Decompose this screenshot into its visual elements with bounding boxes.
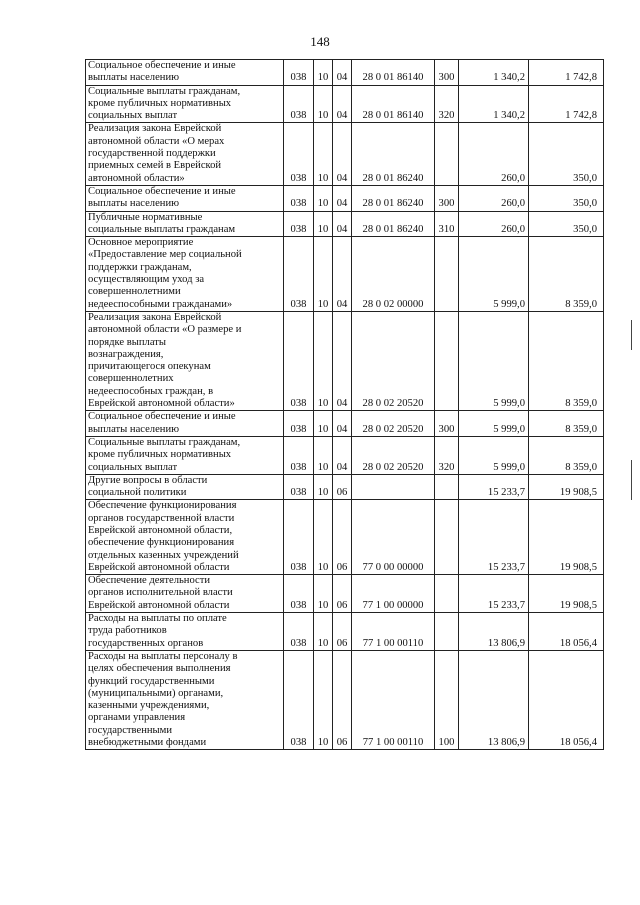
row-value-1: 260,0: [459, 211, 529, 237]
row-rz: 10: [314, 185, 333, 211]
budget-table: [85, 59, 604, 750]
row-rz: 10: [314, 60, 333, 86]
row-name-line: Реализация закона Еврейской: [88, 311, 222, 323]
table-row: [86, 436, 604, 474]
row-gr: 038: [284, 85, 314, 123]
row-value-2: 350,0: [529, 185, 604, 211]
row-name-line: Обеспечение функционирования: [88, 500, 237, 512]
row-name: [86, 436, 284, 474]
table-row: [86, 123, 604, 185]
row-pr: 06: [333, 613, 352, 651]
row-rz: 10: [314, 500, 333, 575]
row-name: [86, 85, 284, 123]
row-value-1: 15 233,7: [459, 500, 529, 575]
row-csr: 77 1 00 00110: [352, 650, 435, 749]
row-rz: 10: [314, 311, 333, 410]
row-pr: 04: [333, 237, 352, 312]
row-vr: 300: [435, 411, 459, 437]
row-value-1: 13 806,9: [459, 650, 529, 749]
row-name-line: внебюджетными фондами: [88, 737, 207, 749]
row-value-1: 1 340,2: [459, 85, 529, 123]
row-csr: 28 0 01 86240: [352, 211, 435, 237]
row-name-line: автономной области «О размере и: [88, 324, 242, 336]
row-vr: [435, 575, 459, 613]
row-name-line: Основное мероприятие: [88, 237, 194, 249]
row-pr: 04: [333, 123, 352, 185]
row-name-line: органов государственной власти: [88, 512, 235, 524]
row-vr: 300: [435, 185, 459, 211]
row-pr: 04: [333, 411, 352, 437]
row-name-line: выплаты населению: [88, 423, 180, 435]
row-value-2: 350,0: [529, 211, 604, 237]
page-number: 148: [310, 34, 330, 49]
row-csr: [352, 474, 435, 500]
row-vr: [435, 311, 459, 410]
table-row: [86, 500, 604, 575]
row-name-line: Обеспечение деятельности: [88, 575, 211, 587]
row-name-line: недееспособными гражданами»: [88, 298, 233, 310]
row-name: [86, 650, 284, 749]
row-vr: 300: [435, 60, 459, 86]
row-rz: 10: [314, 411, 333, 437]
row-value-2: 19 908,5: [529, 500, 604, 575]
row-csr: 28 0 01 86240: [352, 123, 435, 185]
row-csr: 28 0 02 20520: [352, 436, 435, 474]
row-vr: 310: [435, 211, 459, 237]
row-name-line: (муниципальными) органами,: [88, 687, 224, 699]
row-value-2: 1 742,8: [529, 85, 604, 123]
row-name-line: причитающегося опекунам: [88, 361, 211, 373]
row-value-2: 350,0: [529, 123, 604, 185]
row-gr: 038: [284, 650, 314, 749]
table-row: [86, 237, 604, 312]
row-name-line: казенными учреждениями,: [88, 700, 210, 712]
row-value-2: 8 359,0: [529, 311, 604, 410]
row-gr: 038: [284, 436, 314, 474]
row-csr: 28 0 02 20520: [352, 411, 435, 437]
row-gr: 038: [284, 613, 314, 651]
row-name-line: Другие вопросы в области: [88, 474, 208, 486]
row-rz: 10: [314, 123, 333, 185]
margin-mark: [631, 320, 632, 350]
row-name-line: целях обеспечения выполнения: [88, 663, 231, 675]
row-gr: 038: [284, 500, 314, 575]
row-name-line: Еврейской автономной области: [88, 561, 230, 573]
row-rz: 10: [314, 211, 333, 237]
row-gr: 038: [284, 411, 314, 437]
row-rz: 10: [314, 575, 333, 613]
row-csr: 28 0 02 20520: [352, 311, 435, 410]
row-name: [86, 60, 284, 86]
row-value-2: 19 908,5: [529, 474, 604, 500]
row-rz: 10: [314, 650, 333, 749]
row-gr: 038: [284, 237, 314, 312]
row-value-1: 260,0: [459, 123, 529, 185]
row-pr: 04: [333, 311, 352, 410]
row-name-line: государственных органов: [88, 637, 204, 649]
row-value-2: 8 359,0: [529, 237, 604, 312]
row-value-1: 13 806,9: [459, 613, 529, 651]
table-row: [86, 85, 604, 123]
row-name: [86, 123, 284, 185]
row-value-2: 8 359,0: [529, 436, 604, 474]
row-name-line: государственными: [88, 724, 173, 736]
row-value-2: 1 742,8: [529, 60, 604, 86]
row-name: [86, 237, 284, 312]
row-value-1: 5 999,0: [459, 311, 529, 410]
row-pr: 04: [333, 211, 352, 237]
row-name-line: социальные выплаты гражданам: [88, 223, 236, 235]
row-name: [86, 311, 284, 410]
row-name-line: социальной политики: [88, 487, 187, 499]
row-name-line: органов исполнительной власти: [88, 587, 233, 599]
row-gr: 038: [284, 575, 314, 613]
row-gr: 038: [284, 211, 314, 237]
row-rz: 10: [314, 474, 333, 500]
row-gr: 038: [284, 123, 314, 185]
row-name-line: Социальные выплаты гражданам,: [88, 436, 241, 448]
row-name-line: Еврейской автономной области»: [88, 398, 235, 410]
row-value-1: 15 233,7: [459, 575, 529, 613]
row-name-line: отдельных казенных учреждений: [88, 549, 239, 561]
row-name-line: совершеннолетними: [88, 286, 181, 298]
row-name-line: Социальные выплаты гражданам,: [88, 85, 241, 97]
row-vr: [435, 474, 459, 500]
row-name-line: функций государственными: [88, 675, 215, 687]
row-value-1: 5 999,0: [459, 237, 529, 312]
row-name: [86, 575, 284, 613]
row-vr: 320: [435, 436, 459, 474]
row-name-line: вознаграждения,: [88, 348, 164, 360]
row-gr: 038: [284, 60, 314, 86]
row-name-line: кроме публичных нормативных: [88, 449, 232, 461]
row-value-2: 8 359,0: [529, 411, 604, 437]
row-name-line: Реализация закона Еврейской: [88, 123, 222, 135]
row-gr: 038: [284, 185, 314, 211]
margin-mark: [631, 460, 632, 500]
row-pr: 04: [333, 85, 352, 123]
row-gr: 038: [284, 311, 314, 410]
row-pr: 04: [333, 60, 352, 86]
row-name-line: Расходы на выплаты персоналу в: [88, 650, 238, 662]
row-name-line: обеспечение функционирования: [88, 537, 235, 549]
row-name-line: кроме публичных нормативных: [88, 97, 232, 109]
table-row: [86, 60, 604, 86]
row-rz: 10: [314, 436, 333, 474]
row-vr: 100: [435, 650, 459, 749]
row-vr: 320: [435, 85, 459, 123]
row-csr: 77 1 00 00110: [352, 613, 435, 651]
table-row: [86, 411, 604, 437]
table-row: [86, 311, 604, 410]
row-name-line: автономной области»: [88, 172, 185, 184]
row-name: [86, 613, 284, 651]
row-vr: [435, 500, 459, 575]
row-pr: 06: [333, 650, 352, 749]
row-value-2: 18 056,4: [529, 613, 604, 651]
row-csr: 28 0 01 86140: [352, 60, 435, 86]
row-name-line: недееспособных граждан, в: [88, 385, 214, 397]
row-vr: [435, 613, 459, 651]
row-vr: [435, 237, 459, 312]
row-vr: [435, 123, 459, 185]
row-name-line: порядке выплаты: [88, 336, 167, 348]
row-name-line: Еврейской автономной области: [88, 599, 230, 611]
row-csr: 77 1 00 00000: [352, 575, 435, 613]
row-name-line: выплаты населению: [88, 72, 180, 84]
row-csr: 28 0 01 86240: [352, 185, 435, 211]
row-name-line: Социальное обеспечение и иные: [88, 185, 236, 197]
row-pr: 04: [333, 185, 352, 211]
table-row: [86, 650, 604, 749]
row-csr: 77 0 00 00000: [352, 500, 435, 575]
row-name-line: органами управления: [88, 712, 186, 724]
row-name-line: социальных выплат: [88, 110, 178, 122]
row-name: [86, 474, 284, 500]
row-name-line: социальных выплат: [88, 461, 178, 473]
row-csr: 28 0 01 86140: [352, 85, 435, 123]
row-value-2: 18 056,4: [529, 650, 604, 749]
row-rz: 10: [314, 613, 333, 651]
row-name-line: автономной области «О мерах: [88, 135, 225, 147]
row-value-1: 5 999,0: [459, 436, 529, 474]
row-pr: 06: [333, 474, 352, 500]
row-name-line: Социальное обеспечение и иные: [88, 411, 236, 423]
row-gr: 038: [284, 474, 314, 500]
table-row: [86, 575, 604, 613]
row-value-1: 5 999,0: [459, 411, 529, 437]
row-name-line: труда работников: [88, 625, 167, 637]
row-name-line: Расходы на выплаты по оплате: [88, 613, 227, 625]
row-name-line: государственной поддержки: [88, 148, 216, 160]
row-name-line: выплаты населению: [88, 198, 180, 210]
table-row: [86, 613, 604, 651]
row-rz: 10: [314, 85, 333, 123]
row-pr: 06: [333, 575, 352, 613]
row-name-line: поддержки гражданам,: [88, 261, 192, 273]
row-name-line: совершеннолетних: [88, 373, 174, 385]
row-value-1: 1 340,2: [459, 60, 529, 86]
row-pr: 06: [333, 500, 352, 575]
row-name-line: Еврейской автономной области,: [88, 524, 233, 536]
row-name-line: Публичные нормативные: [88, 211, 203, 223]
row-name-line: «Предоставление мер социальной: [88, 249, 242, 261]
row-name: [86, 211, 284, 237]
row-name-line: Социальное обеспечение и иные: [88, 60, 236, 71]
row-pr: 04: [333, 436, 352, 474]
row-name: [86, 411, 284, 437]
row-value-1: 260,0: [459, 185, 529, 211]
table-row: [86, 211, 604, 237]
row-rz: 10: [314, 237, 333, 312]
table-row: [86, 185, 604, 211]
row-name: [86, 500, 284, 575]
row-name: [86, 185, 284, 211]
row-value-1: 15 233,7: [459, 474, 529, 500]
row-value-2: 19 908,5: [529, 575, 604, 613]
row-name-line: приемных семей в Еврейской: [88, 160, 222, 172]
table-row: [86, 474, 604, 500]
row-csr: 28 0 02 00000: [352, 237, 435, 312]
row-name-line: осуществляющим уход за: [88, 274, 205, 286]
